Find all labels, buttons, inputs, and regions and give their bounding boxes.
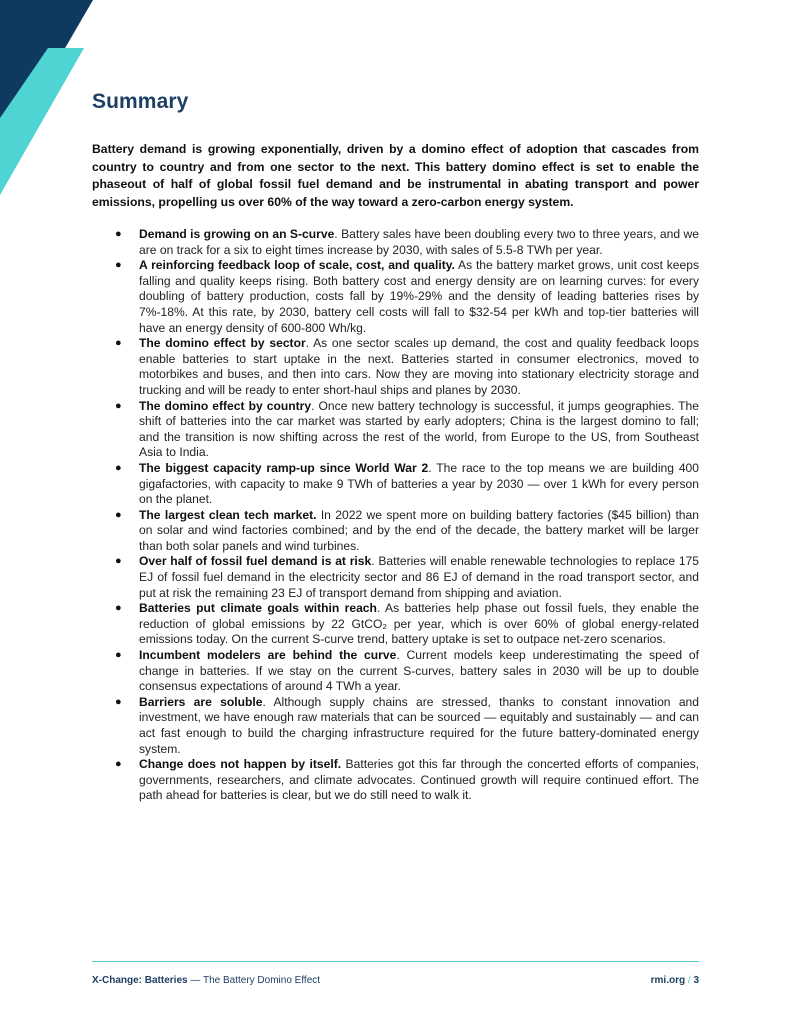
bullet-icon: ●	[115, 259, 122, 272]
bullet-icon: ●	[115, 555, 122, 568]
list-item	[92, 508, 699, 555]
footer-site-link[interactable]: rmi.org	[650, 975, 686, 986]
bullet-text: . Battery sales have been doubling every two to three years, and we are on track for a six to eight times increase by 2030, with sales of 5.5-8 TWh per year.	[139, 227, 699, 257]
bullet-text: . The race to the top means we are building 400 gigafactories, with capacity to make 9 TWh of batteries a year by 2030 — over 1 kWh for every person on the planet.	[139, 460, 699, 507]
page-title: Summary	[92, 90, 189, 113]
bullet-text: . Once new battery technology is successful, it jumps geographies. The shift of batteries into the car market was started by early adopters; China is the largest domino to fall; and the transition is now shifting across the rest of the world, from Europe to the US, from Southeast Asia to India.	[139, 398, 699, 460]
bullet-lead: The biggest capacity ramp-up since World War 2	[139, 460, 429, 475]
bullet-text: . As one sector scales up demand, the cost and quality feedback loops enable batteries to start uptake in the next. Batteries started in consumer electronics, moved to motorbikes and buses, and then into cars. Now they are moving into stationary electricity storage and trucking and will be ready to enter short-haul ships and planes by 2030.	[139, 336, 699, 397]
bullet-lead: A reinforcing feedback loop of scale, cost, and quality.	[139, 258, 455, 273]
list-item	[92, 648, 699, 695]
bullet-icon: ●	[115, 695, 122, 708]
footer-divider	[92, 961, 699, 962]
bullet-icon: ●	[115, 508, 122, 521]
bullet-lead: Over half of fossil fuel demand is at risk	[139, 554, 372, 569]
bullet-icon: ●	[115, 758, 122, 771]
list-item	[92, 461, 699, 508]
footer-separator: /	[685, 975, 694, 986]
page-number: 3	[693, 975, 699, 986]
bullet-text: . Although supply chains are stressed, thanks to constant innovation and investment, we have enough raw materials that can be sourced — equitably and sustainably — and can act fast enough to build the charging infrastructure required for the future battery-dominated energy system.	[139, 694, 700, 756]
list-item	[92, 258, 699, 336]
list-item	[92, 227, 699, 258]
bullet-lead: The domino effect by sector	[139, 336, 306, 351]
bullet-icon: ●	[115, 399, 122, 412]
footer-report-subtitle: — The Battery Domino Effect	[187, 975, 321, 986]
bullet-icon: ●	[115, 602, 122, 615]
bullet-icon: ●	[115, 461, 122, 474]
summary-bullet-list	[92, 227, 699, 804]
list-item	[92, 695, 699, 757]
footer-series-name: X-Change: Batteries	[92, 975, 188, 986]
bullet-lead: Barriers are soluble	[139, 694, 263, 709]
bullet-icon: ●	[115, 228, 122, 240]
bullet-text: . As batteries help phase out fossil fuels, they enable the reduction of global emissions by 22 GtCO₂ per year, which is over 60% of global energy-related emissions today. On the current S-curve trend, battery uptake is set to outpace net-zero scenarios.	[139, 601, 700, 647]
bullet-lead: Change does not happen by itself.	[139, 757, 342, 772]
bullet-lead: The largest clean tech market.	[139, 507, 317, 522]
corner-decoration	[0, 0, 100, 200]
list-item	[92, 757, 699, 804]
bullet-text: . Current models keep underestimating the speed of change in batteries. If we stay on the current S-curves, battery sales in 2030 will be up to double consensus expectations of around 4 TWh a year.	[139, 648, 699, 694]
bullet-text: Batteries got this far through the concerted efforts of companies, governments, researchers, and climate advocates. Continued growth will require continued effort. The path ahead for batteries is clear, but we do still need to walk it.	[139, 757, 699, 803]
list-item	[92, 336, 699, 398]
footer-page-info	[651, 975, 699, 986]
bullet-lead: Batteries put climate goals within reach	[139, 601, 377, 616]
bullet-text: As the battery market grows, unit cost keeps falling and quality keeps rising. Both battery cost and energy density are on learning curves: for every doubling of battery production, costs fall by 19%-29% and the density of leading batteries rises by 7%-18%. At this rate, by 2030, battery cell costs will fall to $32-54 per kWh and top-tier batteries will have an energy density of 600-800 Wh/kg.	[139, 258, 699, 335]
list-item	[92, 601, 699, 648]
intro-paragraph: Battery demand is growing exponentially, driven by a domino effect of adoption that cascades from country to country and from one sector to the next. This battery domino effect is set to enable the phaseout of half of global fossil fuel demand and be instrumental in abating transport and power emissions, propelling us over 60% of the way toward a zero-carbon energy system.	[92, 142, 699, 209]
bullet-icon: ●	[115, 649, 122, 662]
bullet-text: In 2022 we spent more on building battery factories ($45 billion) than on solar and wind factories combined; and by the end of the decade, the battery market will be larger than both solar panels and wind turbines.	[139, 507, 699, 553]
footer-report-title	[92, 975, 320, 986]
list-item	[92, 399, 699, 461]
bullet-lead: Incumbent modelers are behind the curve	[139, 648, 397, 663]
bullet-lead: The domino effect by country	[139, 398, 312, 413]
list-item	[92, 554, 699, 601]
bullet-text: . Batteries will enable renewable technologies to replace 175 EJ of fossil fuel demand in the electricity sector and 86 EJ of demand in the road transport sector, and put at risk the remaining 23 EJ of transport demand from shipping and aviation.	[139, 554, 699, 600]
bullet-lead: Demand is growing on an S-curve	[139, 227, 335, 241]
bullet-icon: ●	[115, 337, 122, 350]
